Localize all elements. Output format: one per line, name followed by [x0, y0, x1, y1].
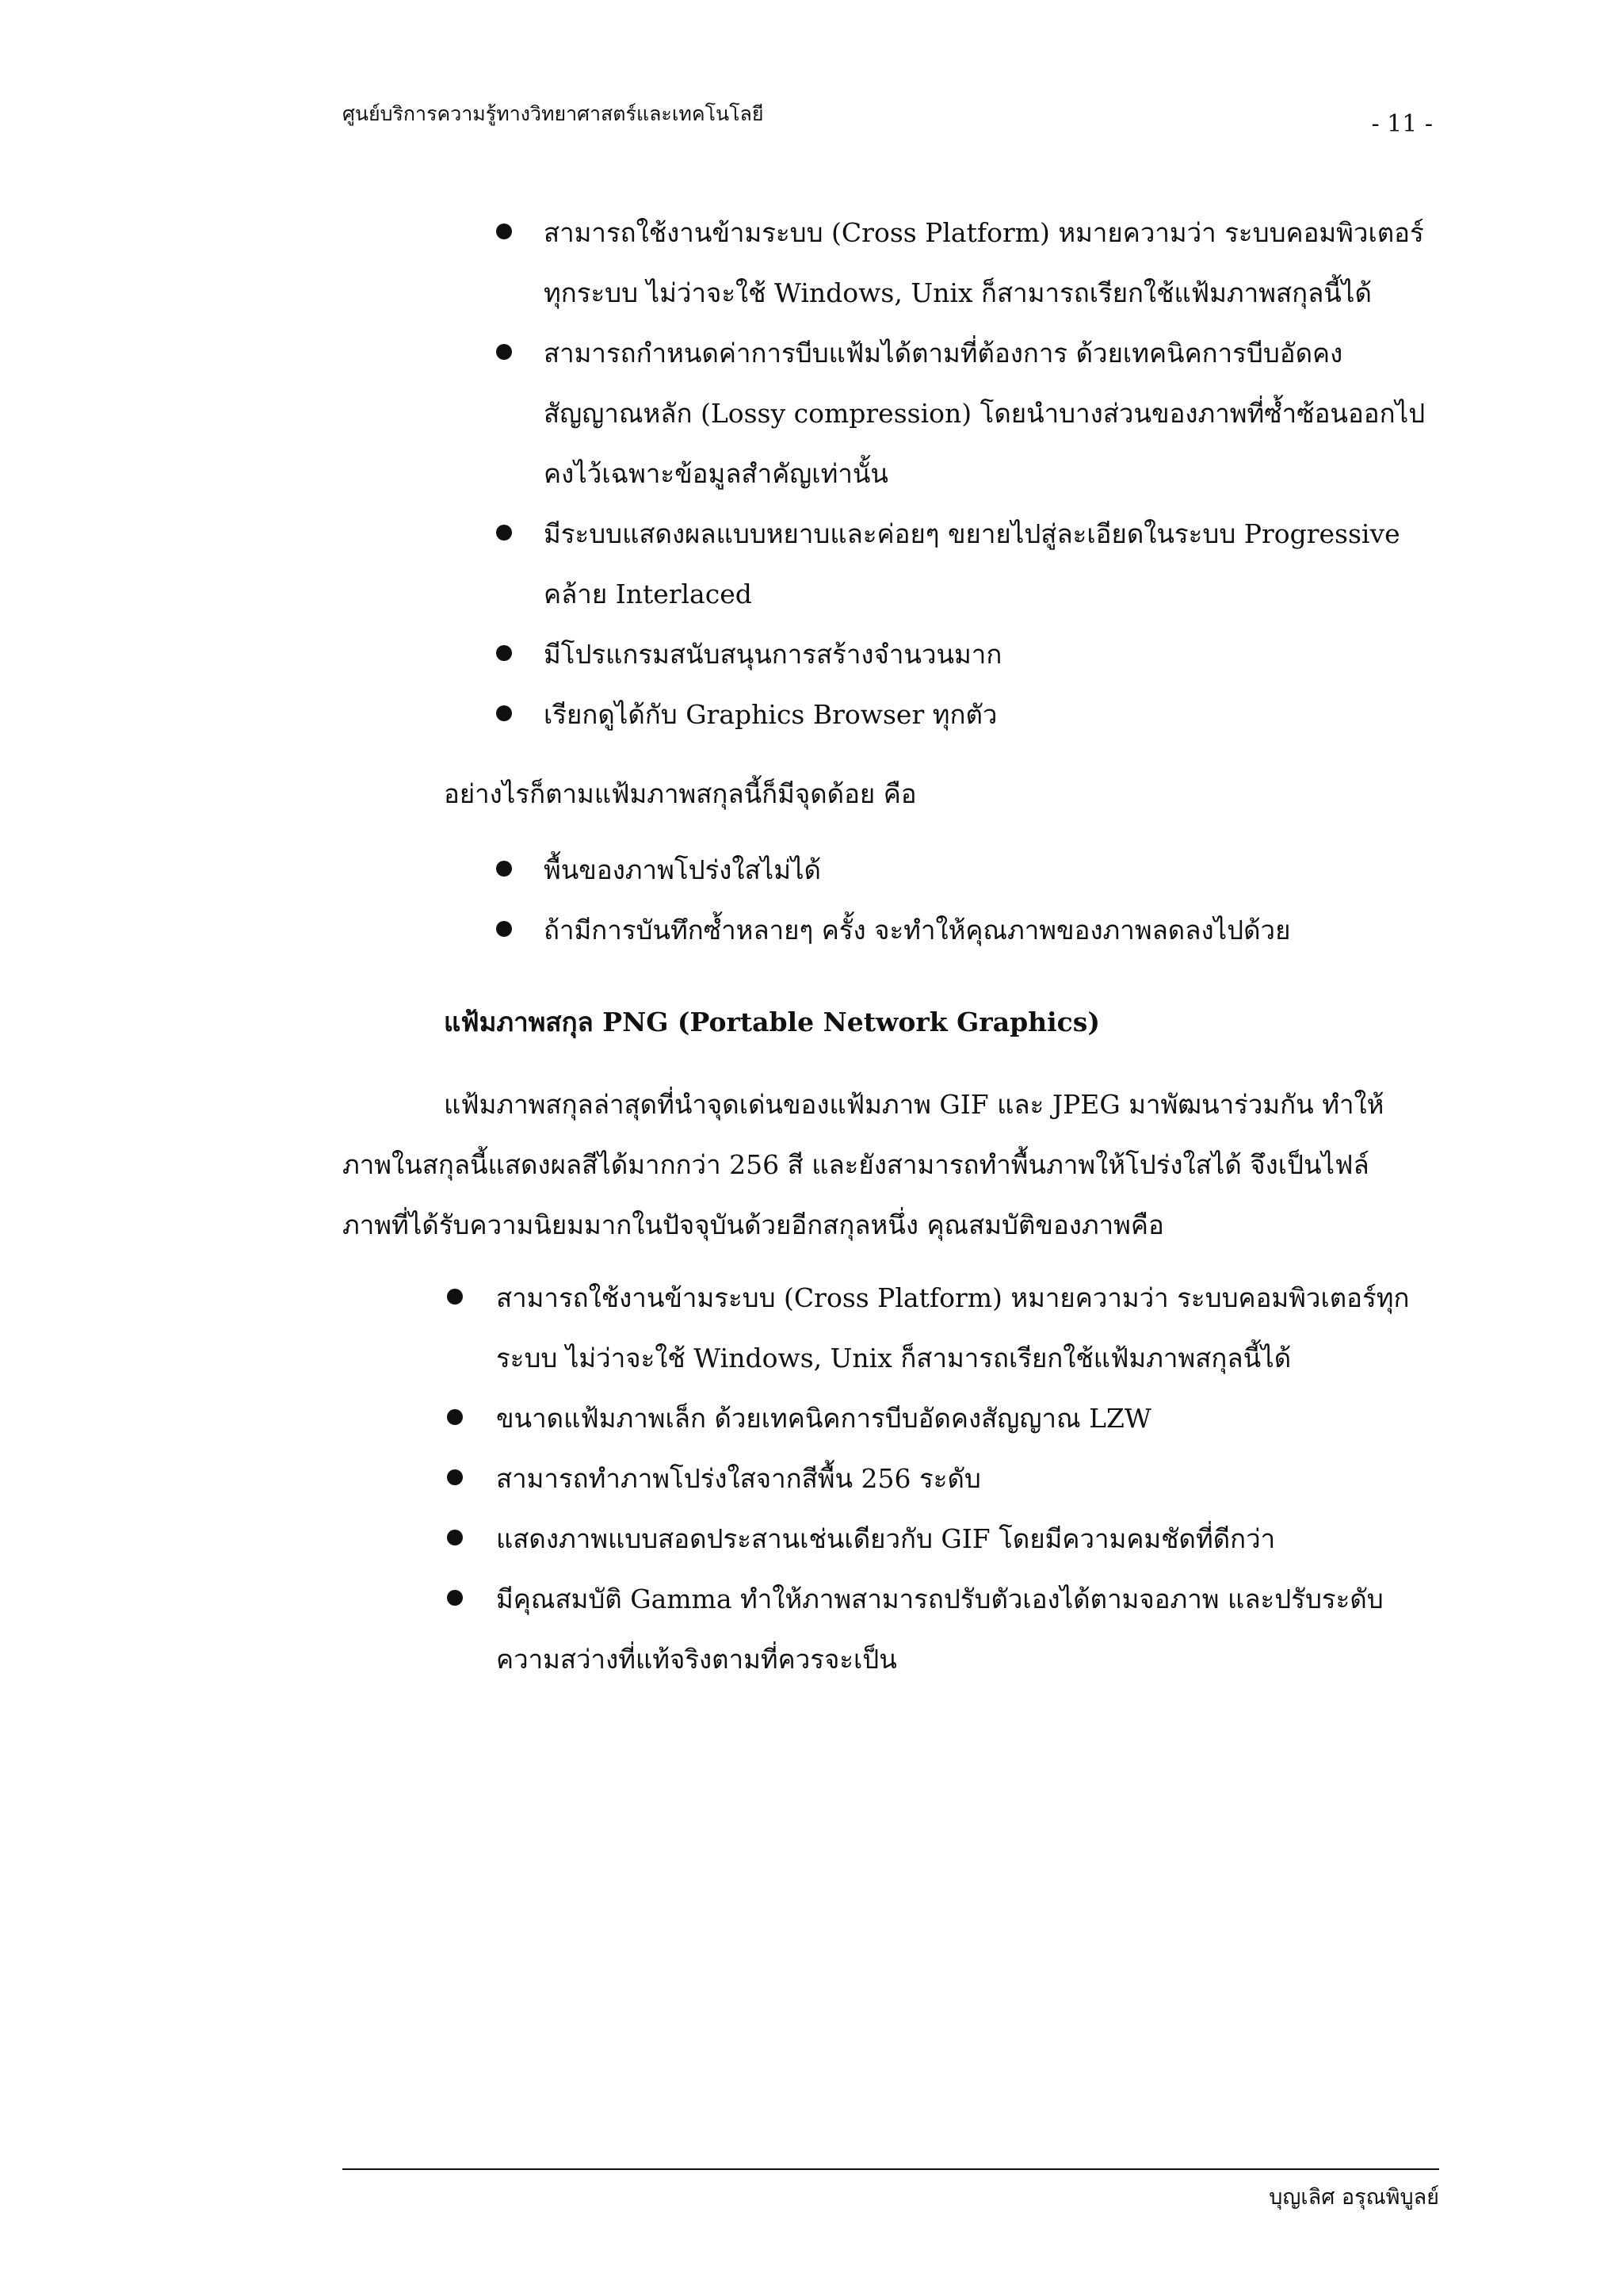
- jpeg-advantages-list: [496, 203, 1425, 745]
- paragraph-line: ภาพในสกุลนี้แสดงผลสีได้มากกว่า 256 สี และยังสามารถทำพื้นภาพให้โปร่งใสได้ จึงเป็นไฟล์: [342, 1149, 1369, 1180]
- list-item-line: มีคุณสมบัติ Gamma ทำให้ภาพสามารถปรับตัวเองได้ตามจอภาพ และปรับระดับ: [496, 1584, 1384, 1614]
- png-section-heading: แฟ้มภาพสกุล PNG (Portable Network Graphics): [444, 1007, 1100, 1037]
- paragraph-line: ภาพที่ได้รับความนิยมมากในปัจจุบันด้วยอีกสกุลหนึ่ง คุณสมบัติของภาพคือ: [342, 1209, 1164, 1240]
- drawbacks-intro-text: อย่างไรก็ตามแฟ้มภาพสกุลนี้ก็มีจุดด้อย คือ: [444, 778, 917, 809]
- list-item-line: สามารถใช้งานข้ามระบบ (Cross Platform) หมายความว่า ระบบคอมพิวเตอร์ทุก: [496, 1282, 1410, 1313]
- list-item-line: มีระบบแสดงผลแบบหยาบและค่อยๆ ขยายไปสู่ละเอียดในระบบ Progressive: [544, 518, 1400, 549]
- list-item: [496, 504, 1425, 625]
- bullet-icon: [447, 1530, 463, 1545]
- list-item: [447, 1569, 1409, 1690]
- list-item-line: สามารถทำภาพโปร่งใสจากสีพื้น 256 ระดับ: [496, 1463, 981, 1494]
- jpeg-drawbacks-list: [496, 840, 1290, 961]
- list-item: [496, 323, 1425, 504]
- footer-author: บุญเลิศ อรุณพิบูลย์: [1269, 2185, 1439, 2210]
- list-item-line: มีโปรแกรมสนับสนุนการสร้างจำนวนมาก: [544, 639, 1002, 670]
- bullet-icon: [447, 1289, 463, 1305]
- bullet-icon: [496, 223, 512, 239]
- list-item: [496, 685, 1425, 745]
- page-header-title: ศูนย์บริการความรู้ทางวิทยาศาสตร์และเทคโนโลยี: [342, 102, 764, 125]
- bullet-icon: [447, 1409, 463, 1425]
- list-item: [496, 900, 1290, 961]
- list-item: [496, 840, 1290, 900]
- paragraph-line: แฟ้มภาพสกุลล่าสุดที่นำจุดเด่นของแฟ้มภาพ GIF และ JPEG มาพัฒนาร่วมกัน ทำให้: [444, 1089, 1384, 1120]
- list-item: [496, 203, 1425, 323]
- png-description-paragraph: [342, 1075, 1436, 1255]
- bullet-icon: [496, 921, 512, 937]
- bullet-icon: [496, 645, 512, 661]
- bullet-icon: [496, 525, 512, 541]
- list-item: [496, 625, 1425, 685]
- list-item-line: ความสว่างที่แท้จริงตามที่ควรจะเป็น: [496, 1644, 897, 1675]
- page-number: - 11 -: [1371, 110, 1433, 138]
- bullet-icon: [447, 1590, 463, 1606]
- list-item-line: แสดงภาพแบบสอดประสานเช่นเดียวกับ GIF โดยมีความคมชัดที่ดีกว่า: [496, 1523, 1276, 1554]
- list-item-line: สัญญาณหลัก (Lossy compression) โดยนำบางส่วนของภาพที่ซ้ำซ้อนออกไป: [544, 398, 1426, 429]
- list-item-line: คงไว้เฉพาะข้อมูลสำคัญเท่านั้น: [544, 458, 888, 489]
- list-item-line: ขนาดแฟ้มภาพเล็ก ด้วยเทคนิคการบีบอัดคงสัญญาณ LZW: [496, 1403, 1151, 1434]
- list-item: [447, 1389, 1409, 1449]
- list-item: [447, 1509, 1409, 1569]
- list-item-line: พื้นของภาพโปร่งใสไม่ได้: [544, 854, 821, 885]
- list-item-line: สามารถกำหนดค่าการบีบแฟ้มได้ตามที่ต้องการ ด้วยเทคนิคการบีบอัดคง: [544, 338, 1343, 369]
- list-item-line: สามารถใช้งานข้ามระบบ (Cross Platform) หมายความว่า ระบบคอมพิวเตอร์: [544, 217, 1424, 248]
- list-item-line: เรียกดูได้กับ Graphics Browser ทุกตัว: [544, 699, 998, 730]
- png-features-list: [447, 1268, 1409, 1690]
- bullet-icon: [496, 861, 512, 877]
- list-item-line: ระบบ ไม่ว่าจะใช้ Windows, Unix ก็สามารถเรียกใช้แฟ้มภาพสกุลนี้ได้: [496, 1343, 1292, 1373]
- footer-divider: [342, 2168, 1439, 2170]
- bullet-icon: [447, 1469, 463, 1485]
- list-item-line: ถ้ามีการบันทึกซ้ำหลายๆ ครั้ง จะทำให้คุณภาพของภาพลดลงไปด้วย: [544, 915, 1291, 946]
- bullet-icon: [496, 344, 512, 360]
- list-item-line: ทุกระบบ ไม่ว่าจะใช้ Windows, Unix ก็สามารถเรียกใช้แฟ้มภาพสกุลนี้ได้: [544, 277, 1372, 308]
- list-item: [447, 1449, 1409, 1509]
- bullet-icon: [496, 705, 512, 721]
- list-item-line: คล้าย Interlaced: [544, 579, 752, 609]
- list-item: [447, 1268, 1409, 1389]
